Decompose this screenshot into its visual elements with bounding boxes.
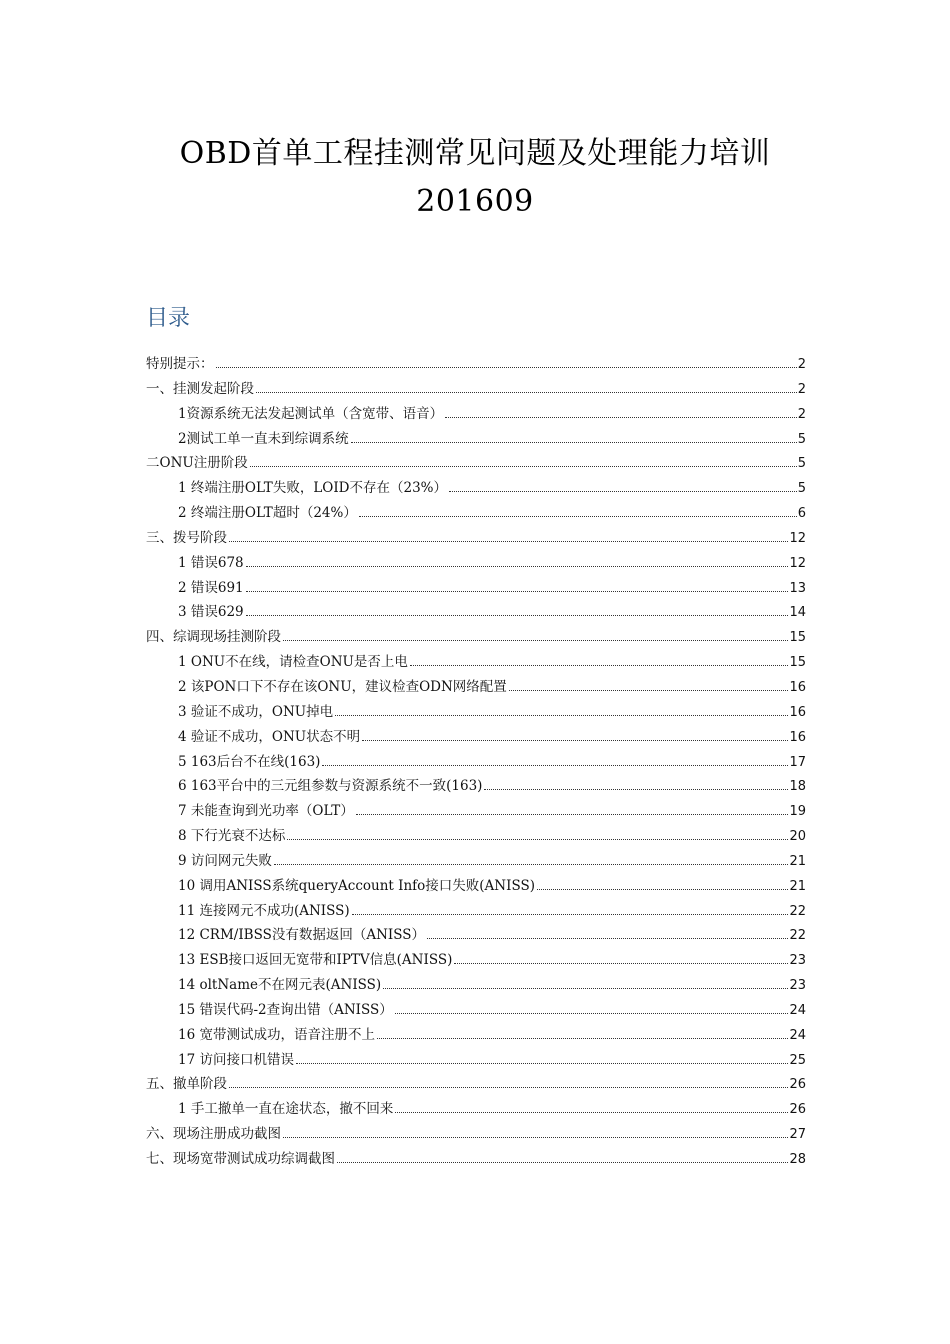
toc-entry[interactable] (146, 1097, 806, 1122)
toc-entry-label: 14 oltName不在网元表(ANISS) (178, 977, 382, 994)
toc-entry-page-number: 23 (789, 953, 806, 969)
toc-entry-page-number: 15 (789, 655, 806, 671)
toc-dot-leader (356, 813, 789, 815)
toc-entry[interactable] (146, 402, 806, 427)
toc-entry-label: 6 163平台中的三元组参数与资源系统不一致(163) (178, 778, 483, 795)
toc-dot-leader (256, 391, 797, 393)
toc-entry-label: 2 该PON口下不存在该ONU，建议检查ODN网络配置 (178, 678, 507, 695)
toc-entry-label: 13 ESB接口返回无宽带和IPTV信息(ANISS) (178, 952, 453, 969)
toc-entry-label: 3 错误629 (178, 604, 244, 621)
toc-entry[interactable] (146, 675, 806, 700)
toc-entry-page-number: 6 (797, 506, 806, 522)
toc-dot-leader (359, 515, 797, 517)
toc-entry[interactable] (146, 650, 806, 675)
toc-entry-label: 二ONU注册阶段 (146, 455, 248, 472)
toc-dot-leader (283, 639, 788, 641)
toc-entry-page-number: 13 (789, 580, 806, 596)
toc-dot-leader (274, 863, 789, 865)
toc-entry[interactable] (146, 1147, 806, 1172)
toc-dot-leader (449, 490, 797, 492)
toc-entry-page-number: 22 (789, 903, 806, 919)
toc-entry-page-number: 5 (797, 456, 806, 472)
toc-entry[interactable] (146, 998, 806, 1023)
toc-entry[interactable] (146, 427, 806, 452)
toc-entry-label: 1 手工撤单一直在途状态，撤不回来 (178, 1101, 394, 1118)
toc-dot-leader (287, 838, 788, 840)
toc-entry-label: 9 访问网元失败 (178, 852, 272, 869)
toc-entry[interactable] (146, 923, 806, 948)
toc-dot-leader (229, 1086, 788, 1088)
toc-dot-leader (216, 366, 797, 368)
toc-entry[interactable] (146, 1023, 806, 1048)
toc-entry-label: 1 终端注册OLT失败，LOID不存在（23%） (178, 480, 448, 497)
toc-entry[interactable] (146, 526, 806, 551)
toc-entry[interactable] (146, 799, 806, 824)
toc-entry[interactable] (146, 1072, 806, 1097)
toc-entry-page-number: 26 (789, 1077, 806, 1093)
toc-entry-page-number: 22 (789, 928, 806, 944)
table-of-contents (146, 352, 806, 1172)
toc-entry[interactable] (146, 725, 806, 750)
toc-dot-leader (351, 441, 797, 443)
toc-entry-label: 15 错误代码-2查询出错（ANISS） (178, 1001, 393, 1018)
toc-entry[interactable] (146, 451, 806, 476)
toc-entry-label: 一、挂测发起阶段 (146, 380, 254, 397)
toc-entry-label: 11 连接网元不成功(ANISS) (178, 902, 350, 919)
toc-entry[interactable] (146, 750, 806, 775)
toc-entry-page-number: 27 (789, 1127, 806, 1143)
toc-entry[interactable] (146, 824, 806, 849)
toc-entry-page-number: 23 (789, 978, 806, 994)
toc-entry[interactable] (146, 700, 806, 725)
toc-entry[interactable] (146, 625, 806, 650)
toc-entry[interactable] (146, 600, 806, 625)
toc-dot-leader (246, 614, 789, 616)
toc-entry-page-number: 5 (797, 431, 806, 447)
toc-dot-leader (537, 888, 788, 890)
toc-entry-label: 1 错误678 (178, 554, 244, 571)
toc-entry-page-number: 21 (789, 853, 806, 869)
document-title-date: 201609 (416, 184, 534, 219)
toc-dot-leader (322, 764, 788, 766)
toc-entry[interactable] (146, 899, 806, 924)
toc-entry-page-number: 15 (789, 630, 806, 646)
toc-entry-page-number: 2 (797, 357, 806, 372)
toc-entry-label: 2 终端注册OLT超时（24%） (178, 505, 357, 522)
toc-entry-label: 2测试工单一直未到综调系统 (178, 430, 349, 447)
toc-entry-page-number: 12 (789, 530, 806, 546)
toc-entry-page-number: 14 (789, 605, 806, 621)
toc-entry-page-number: 16 (789, 704, 806, 720)
toc-dot-leader (335, 714, 788, 716)
toc-entry-label: 10 调用ANISS系统queryAccount Info接口失败(ANISS) (178, 877, 535, 894)
toc-entry-label: 特别提示： (146, 356, 214, 372)
toc-dot-leader (229, 540, 788, 542)
toc-entry-page-number: 26 (789, 1102, 806, 1118)
toc-dot-leader (296, 1062, 788, 1064)
toc-entry-page-number: 16 (789, 679, 806, 695)
toc-dot-leader (509, 689, 789, 691)
toc-entry-label: 3 验证不成功，ONU掉电 (178, 703, 334, 720)
toc-entry[interactable] (146, 377, 806, 402)
toc-dot-leader (410, 664, 789, 666)
toc-entry-label: 4 验证不成功，ONU状态不明 (178, 728, 361, 745)
toc-entry-page-number: 21 (789, 878, 806, 894)
toc-entry-label: 五、撤单阶段 (146, 1076, 227, 1093)
toc-dot-leader (454, 962, 788, 964)
toc-dot-leader (352, 913, 789, 915)
toc-entry-page-number: 18 (789, 779, 806, 795)
toc-entry-label: 六、现场注册成功截图 (146, 1126, 281, 1143)
toc-entry-page-number: 17 (789, 754, 806, 770)
toc-entry-label: 七、现场宽带测试成功综调截图 (146, 1151, 335, 1167)
toc-entry[interactable] (146, 551, 806, 576)
toc-entry[interactable] (146, 874, 806, 899)
toc-dot-leader (377, 1037, 788, 1039)
toc-dot-leader (395, 1111, 788, 1113)
toc-entry-label: 2 错误691 (178, 579, 244, 596)
toc-dot-leader (484, 788, 788, 790)
toc-dot-leader (246, 565, 789, 567)
toc-dot-leader (383, 987, 788, 989)
document-title: OBD首单工程挂测常见问题及处理能力培训 (179, 136, 771, 171)
toc-entry[interactable] (146, 849, 806, 874)
toc-entry-page-number: 20 (789, 829, 806, 845)
toc-entry[interactable] (146, 476, 806, 501)
toc-entry-label: 8 下行光衰不达标 (178, 828, 286, 845)
toc-dot-leader (250, 465, 797, 467)
toc-entry-label: 7 未能查询到光功率（OLT） (178, 803, 354, 820)
toc-dot-leader (283, 1136, 788, 1138)
toc-entry-page-number: 28 (789, 1152, 806, 1167)
toc-entry[interactable] (146, 774, 806, 799)
toc-entry-page-number: 19 (789, 804, 806, 820)
toc-entry[interactable] (146, 1122, 806, 1147)
toc-entry[interactable] (146, 576, 806, 601)
toc-entry-page-number: 2 (797, 406, 806, 422)
toc-dot-leader (445, 416, 797, 418)
toc-entry[interactable] (146, 352, 806, 377)
toc-entry[interactable] (146, 1048, 806, 1073)
toc-dot-leader (246, 590, 789, 592)
toc-entry-label: 1资源系统无法发起测试单（含宽带、语音） (178, 405, 444, 422)
toc-entry-label: 四、综调现场挂测阶段 (146, 629, 281, 646)
toc-entry-label: 17 访问接口机错误 (178, 1051, 294, 1068)
toc-entry-page-number: 24 (789, 1002, 806, 1018)
toc-entry-page-number: 12 (789, 555, 806, 571)
toc-dot-leader (427, 937, 788, 939)
toc-dot-leader (362, 739, 788, 741)
toc-entry-page-number: 16 (789, 729, 806, 745)
toc-dot-leader (395, 1012, 789, 1014)
toc-entry-label: 三、拨号阶段 (146, 529, 227, 546)
toc-entry[interactable] (146, 973, 806, 998)
toc-entry[interactable] (146, 501, 806, 526)
toc-entry-label: 1 ONU不在线，请检查ONU是否上电 (178, 654, 408, 671)
toc-entry-page-number: 25 (789, 1052, 806, 1068)
toc-dot-leader (337, 1161, 788, 1163)
toc-entry-page-number: 2 (797, 381, 806, 397)
toc-entry-label: 16 宽带测试成功，语音注册不上 (178, 1026, 375, 1043)
toc-entry-label: 12 CRM/IBSS没有数据返回（ANISS） (178, 927, 426, 944)
toc-entry[interactable] (146, 948, 806, 973)
toc-entry-page-number: 5 (797, 481, 806, 497)
toc-heading: 目录 (146, 306, 191, 331)
toc-entry-label: 5 163后台不在线(163) (178, 753, 321, 770)
toc-entry-page-number: 24 (789, 1027, 806, 1043)
